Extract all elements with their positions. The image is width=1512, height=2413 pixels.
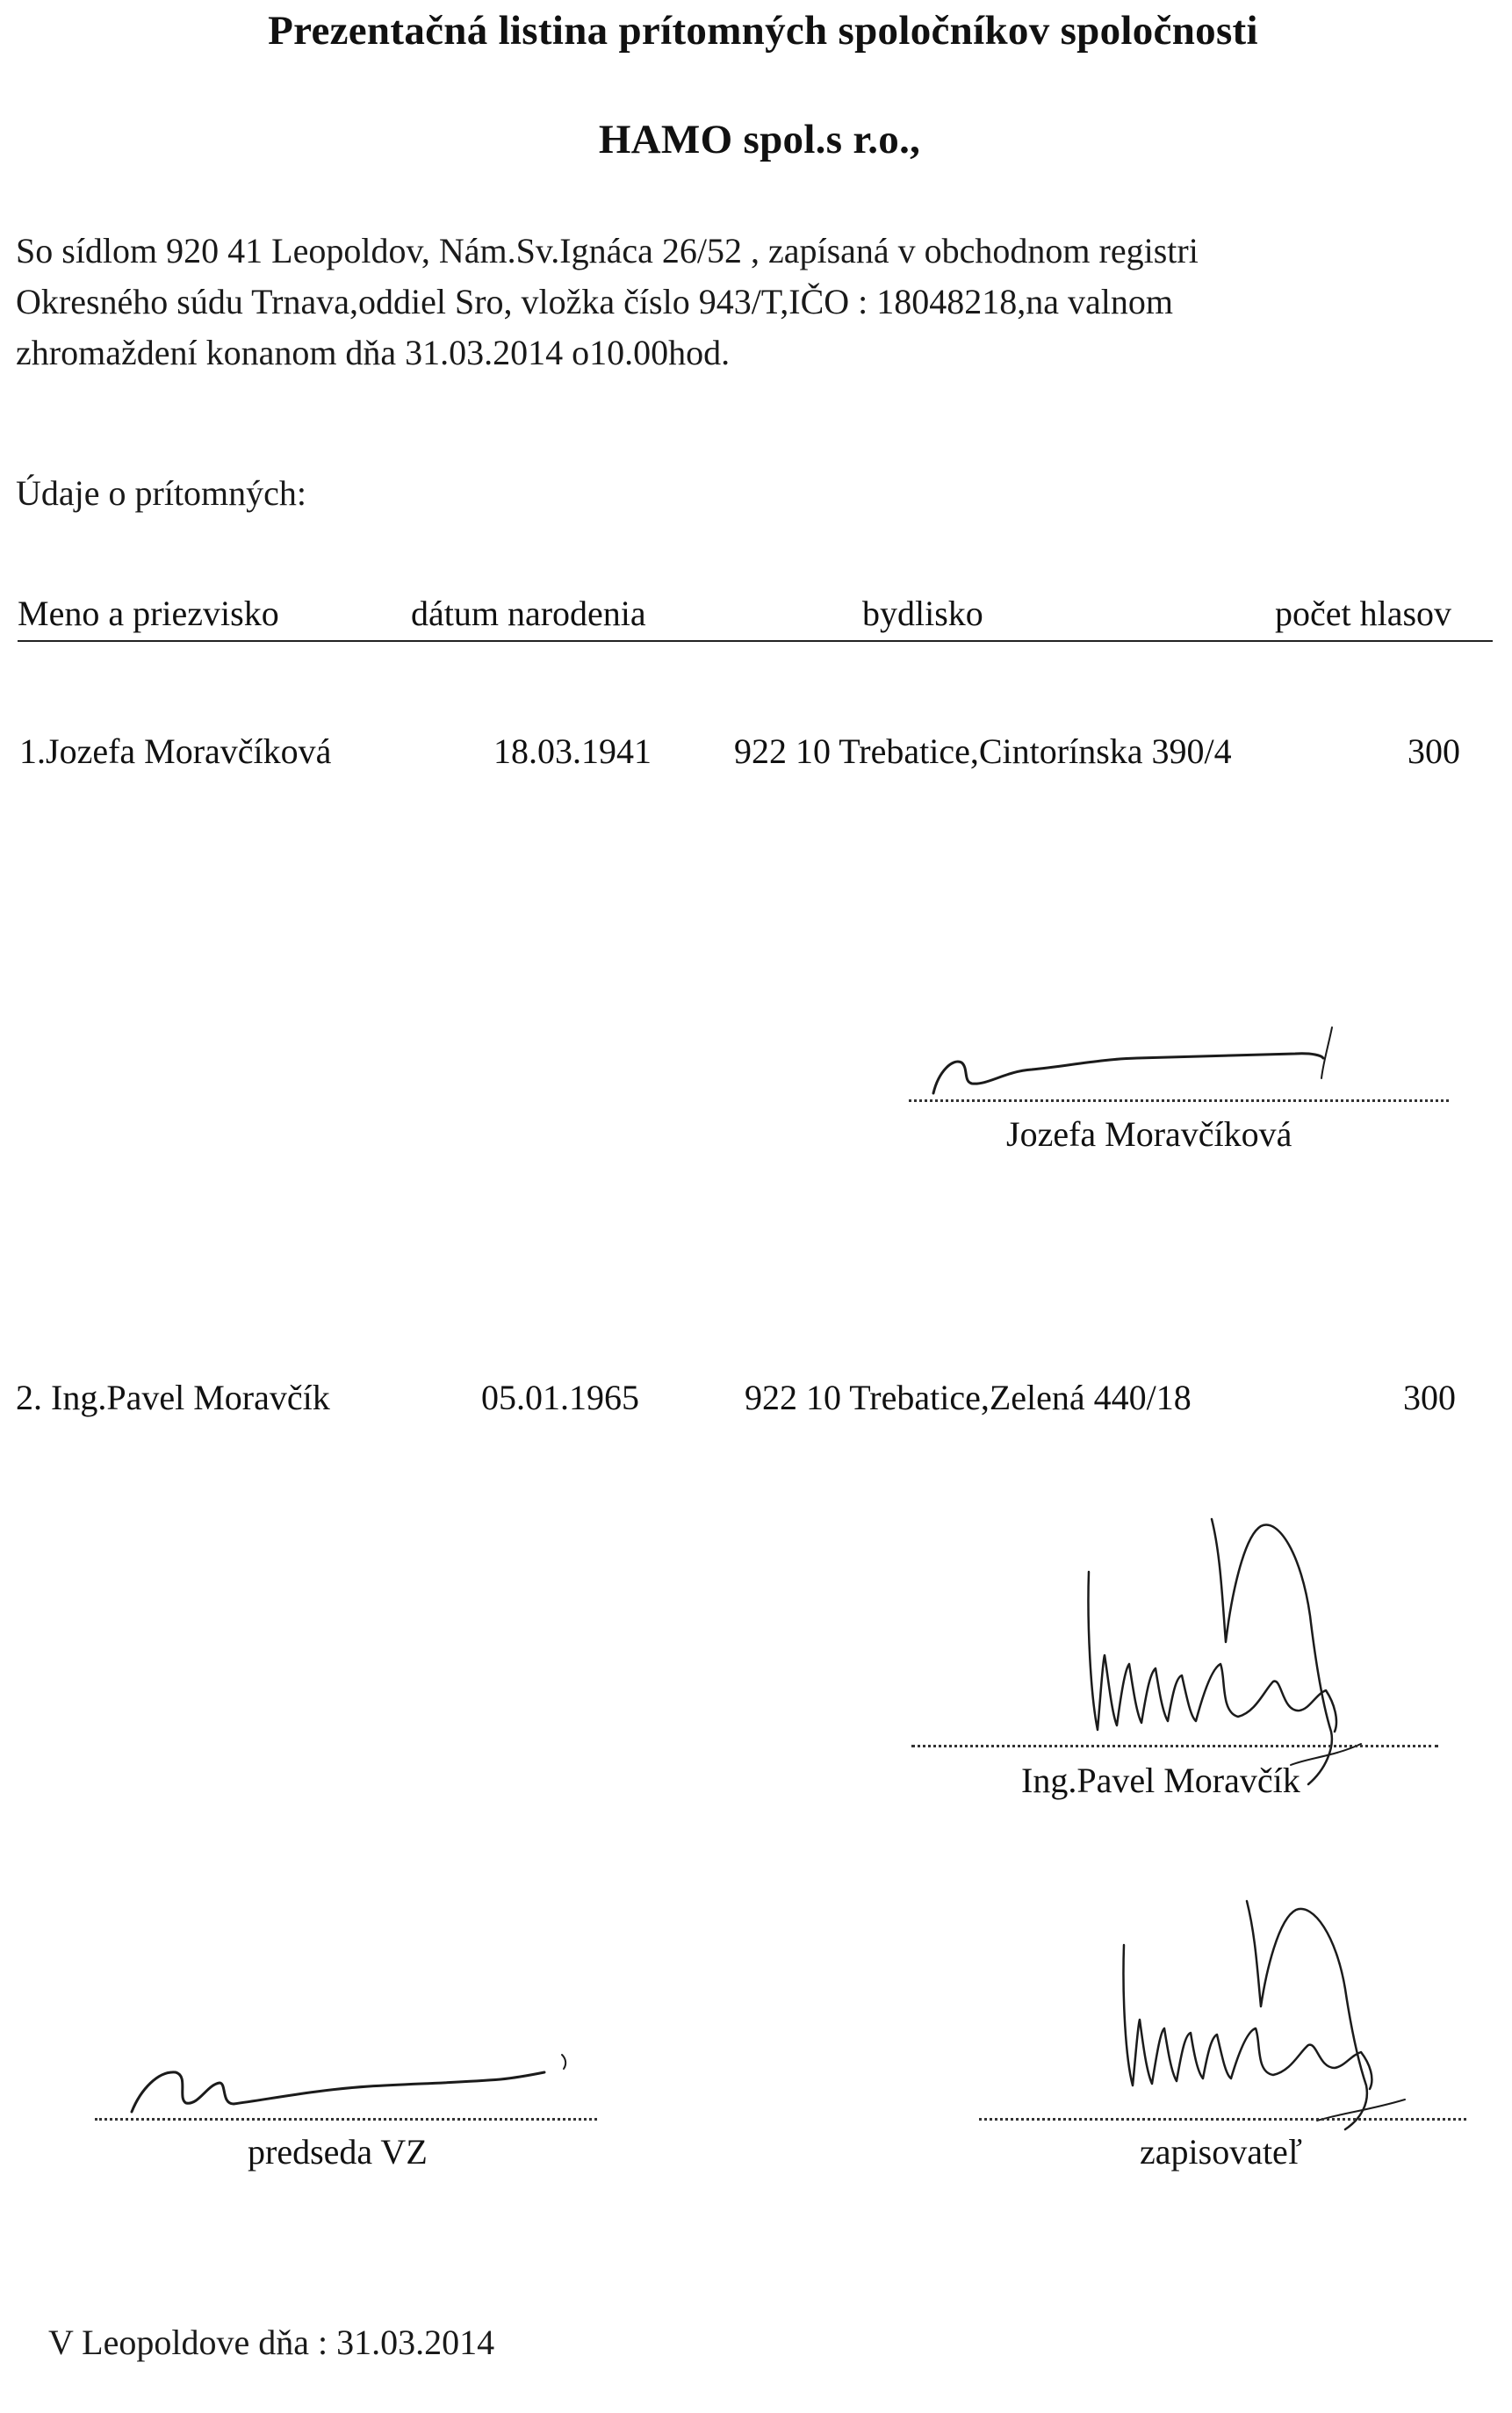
signature-caption-2: Ing.Pavel Moravčík [1021, 1761, 1300, 1800]
attendees-heading: Údaje o prítomných: [16, 473, 307, 513]
signature-recorder [1115, 1884, 1440, 2134]
header-name: Meno a priezvisko [18, 594, 279, 633]
signature-caption-1: Jozefa Moravčíková [1006, 1114, 1292, 1154]
row-1-votes: 300 [1408, 731, 1460, 771]
chairman-caption: predseda VZ [248, 2132, 428, 2172]
signature-pavel [1071, 1502, 1405, 1791]
signature-line-1 [909, 1099, 1449, 1102]
row-2-name: 2. Ing.Pavel Moravčík [16, 1378, 330, 1417]
company-name: HAMO spol.s r.o., [598, 117, 921, 162]
recorder-caption: zapisovateľ [1140, 2132, 1303, 2172]
row-2-address: 922 10 Trebatice,Zelená 440/18 [745, 1378, 1192, 1417]
intro-line-1: So sídlom 920 41 Leopoldov, Nám.Sv.Ignáca 26/52 , zapísaná v obchodnom registri [16, 231, 1199, 270]
header-birth-date: dátum narodenia [411, 594, 646, 633]
header-address: bydlisko [862, 594, 983, 633]
row-1-name: 1.Jozefa Moravčíková [19, 731, 332, 771]
signature-jozefa [926, 1010, 1383, 1106]
row-1-address: 922 10 Trebatice,Cintorínska 390/4 [734, 731, 1232, 771]
document-title: Prezentačná listina prítomných spoločníkov spoločnosti [268, 8, 1258, 54]
footer-place-date: V Leopoldove dňa : 31.03.2014 [48, 2323, 495, 2362]
intro-line-3: zhromaždení konanom dňa 31.03.2014 o10.00hod. [16, 333, 731, 372]
signature-chairman [123, 2028, 580, 2125]
intro-line-2: Okresného súdu Trnava,oddiel Sro, vložka číslo 943/T,IČO : 18048218,na valnom [16, 282, 1174, 321]
row-2-birth-date: 05.01.1965 [481, 1378, 639, 1417]
signature-line-chairman [95, 2118, 597, 2121]
signature-line-recorder [979, 2118, 1466, 2121]
row-1-birth-date: 18.03.1941 [493, 731, 652, 771]
header-votes: počet hlasov [1275, 594, 1452, 633]
signature-line-2 [911, 1745, 1438, 1747]
header-underline [18, 640, 1493, 642]
row-2-votes: 300 [1403, 1378, 1456, 1417]
